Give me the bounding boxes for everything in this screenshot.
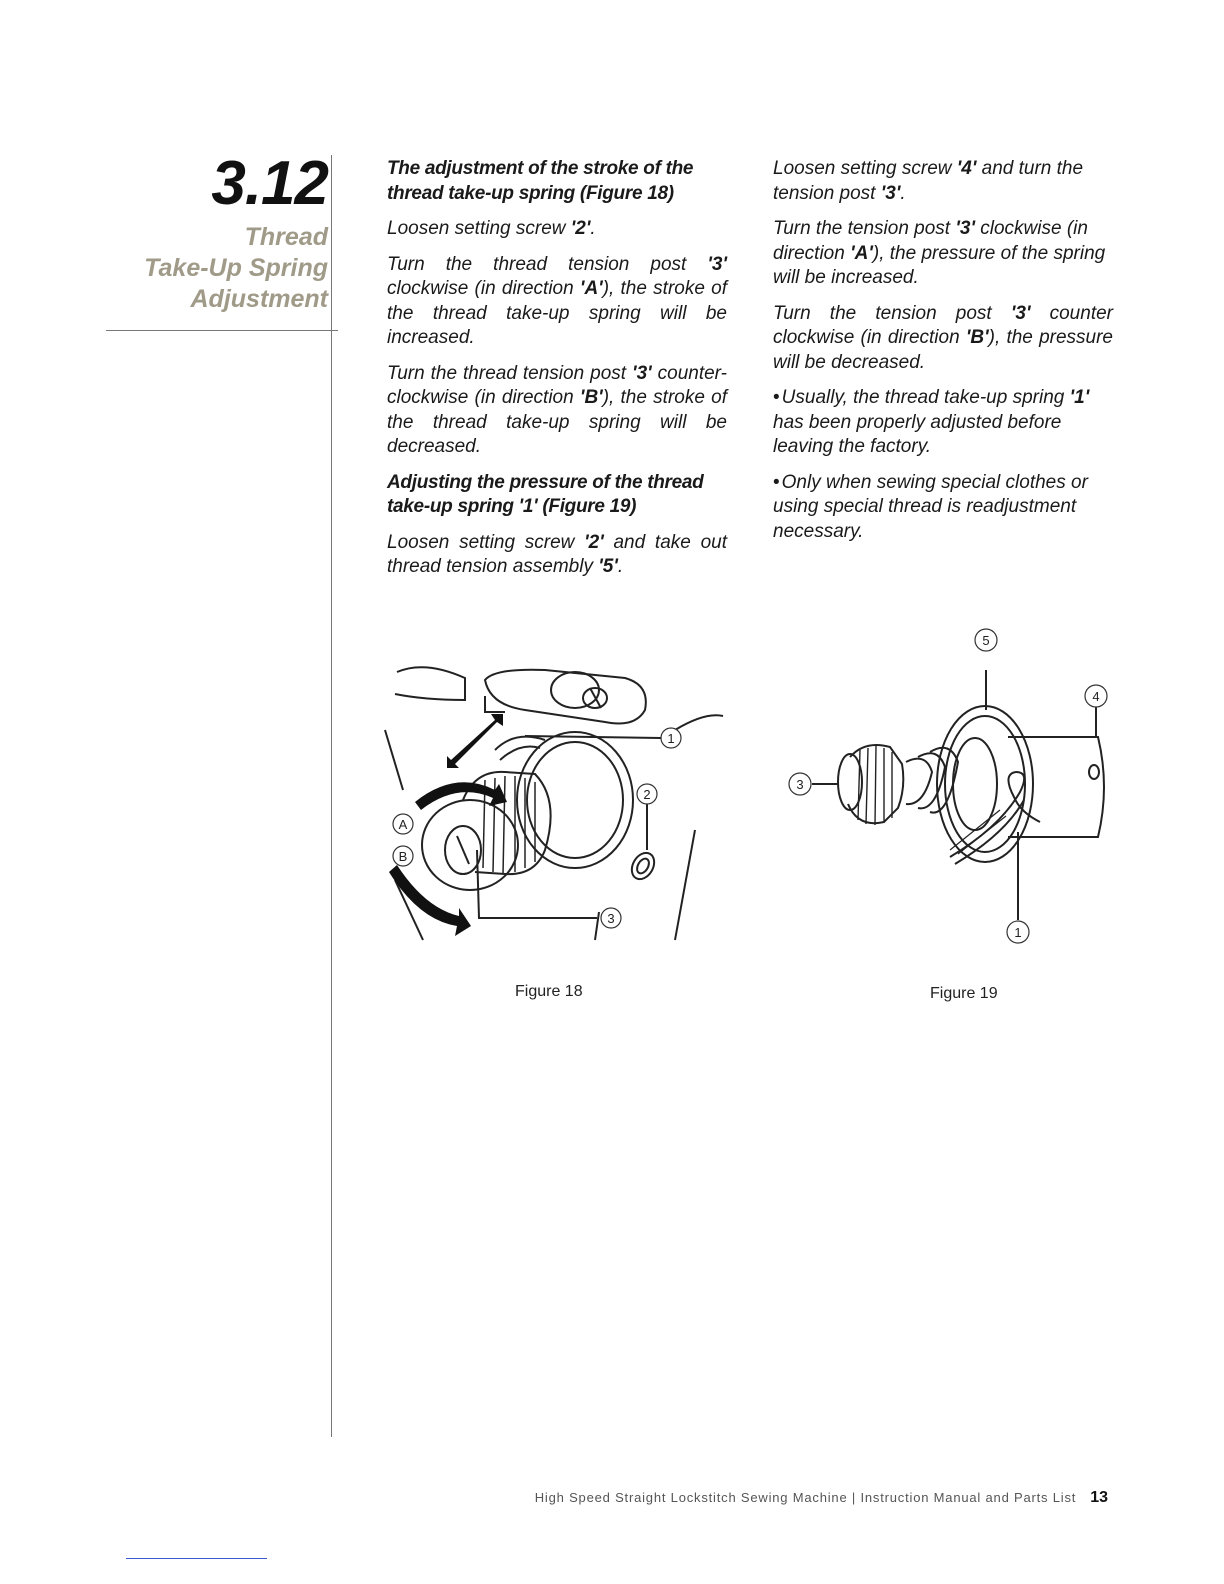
callout-5: 5 [982,633,990,648]
footer-text: High Speed Straight Lockstitch Sewing Machine | Instruction Manual and Parts List [534,1490,1077,1505]
section-number: 3.12 [211,149,328,218]
figure-18-caption: Figure 18 [515,983,583,1000]
figure-19-caption: Figure 19 [930,985,998,1002]
callout-b: B [398,849,408,864]
callout-1: 1 [1014,925,1022,940]
section-title-line: Adjustment [190,285,328,313]
paragraph: Turn the thread tension post '3' clockwise (in direction 'A'), the stroke of the thread take-up spring will be increased. [387,253,727,348]
page-footer [460,1489,1108,1507]
callout-1: 1 [667,731,675,746]
section-title [100,222,328,315]
page-number: 13 [1090,1489,1108,1506]
footnote-separator [126,1558,267,1559]
callout-2: 2 [643,787,651,802]
figure-19-illustration [780,622,1120,952]
paragraph: Turn the tension post '3' counter clockwise (in direction 'B'), the pressure will be decreased. [773,302,1113,373]
callout-4: 4 [1092,689,1100,704]
bullet-item: • Only when sewing special clothes or using special thread is readjustment necessary. [773,471,1113,545]
paragraph: Loosen setting screw '2' and take out thread tension assembly '5'. [387,531,727,577]
bullet-item: • Usually, the thread take-up spring '1' has been properly adjusted before leaving the factory. [773,386,1113,460]
callout-a: A [398,817,408,832]
figure-18-illustration [375,650,735,960]
paragraph: Turn the tension post '3' clockwise (in direction 'A'), the pressure of the spring will be increased. [773,218,1106,288]
text-column-2 [773,157,1113,555]
vertical-divider [331,155,332,1437]
paragraph: Turn the thread tension post '3' counter-clockwise (in direction 'B'), the stroke of the thread take-up spring will be decreased. [387,362,727,457]
section-title-line: Take-Up Spring [144,254,328,282]
heading-pressure-adjustment: Adjusting the pressure of the thread take-up spring '1' (Figure 19) [387,471,704,517]
heading-stroke-adjustment: The adjustment of the stroke of the thread take-up spring (Figure 18) [387,158,694,204]
paragraph: Loosen setting screw '2'. [387,218,596,239]
horizontal-divider [106,330,338,331]
callout-3: 3 [607,911,615,926]
paragraph: Loosen setting screw '4' and turn the tension post '3'. [773,158,1084,204]
section-title-line: Thread [244,223,328,251]
text-column-1 [387,157,727,591]
callout-3: 3 [796,777,804,792]
